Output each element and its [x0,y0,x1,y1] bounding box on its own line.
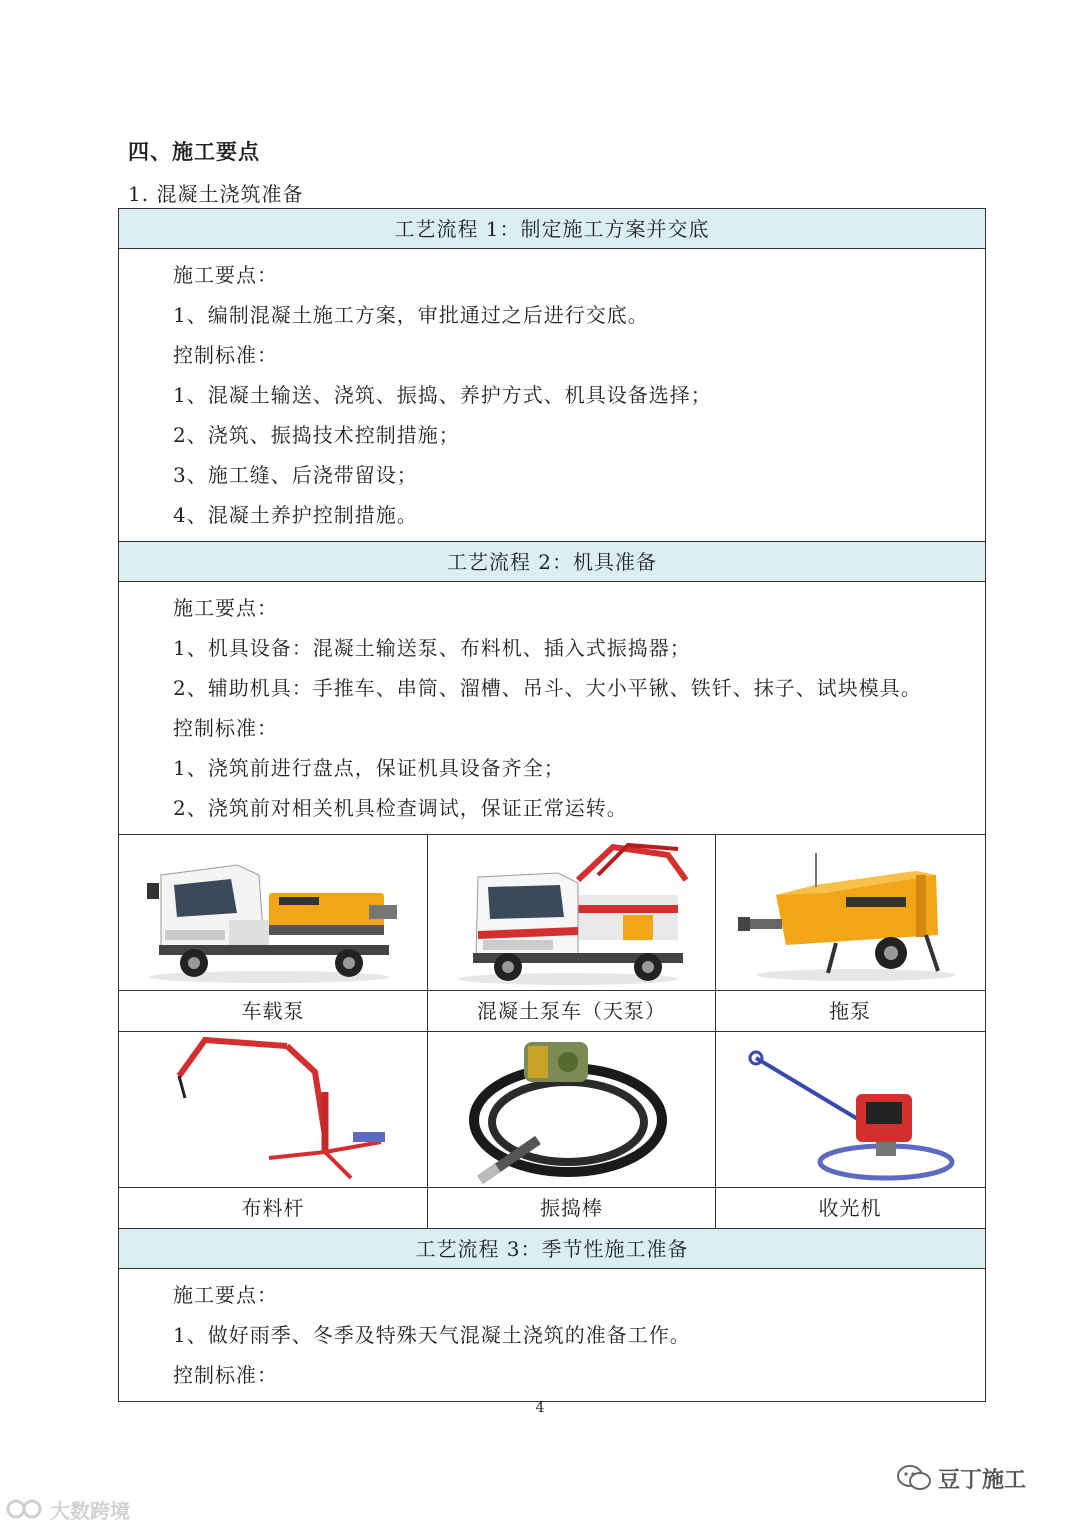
process-line: 施工要点： [173,263,278,287]
process-header: 工艺流程 1：制定施工方案并交底 [119,209,985,249]
process-line: 2、浇筑、振捣技术控制措施； [173,423,460,447]
equipment-caption-row [119,991,985,1032]
process-line: 控制标准： [173,343,278,367]
process-line: 2、辅助机具：手推车、串筒、溜槽、吊斗、大小平锹、铁钎、抹子、试块模具。 [173,676,922,700]
page-number: 4 [535,1400,545,1416]
equipment-image-row [119,1032,985,1188]
equipment-image-row [119,835,985,991]
process-line: 4、混凝土养护控制措施。 [173,503,418,527]
equipment-caption-row [119,1188,985,1229]
section-title: 四、施工要点 [128,139,260,164]
process-table [118,208,986,1402]
watermark-left [6,1494,130,1524]
process-line: 1、机具设备：混凝土输送泵、布料机、插入式振捣器； [173,636,691,660]
watermark-logo-icon [6,1497,46,1521]
truck-mounted-pump-icon [119,835,428,990]
process-line: 1、浇筑前进行盘点，保证机具设备齐全； [173,756,565,780]
process-body [119,1269,985,1401]
equipment-caption: 拖泵 [829,999,871,1023]
process-body [119,582,985,835]
process-header: 工艺流程 2：机具准备 [119,542,985,582]
equipment-caption: 布料杆 [119,1188,428,1228]
process-line: 2、浇筑前对相关机具检查调试，保证正常运转。 [173,796,628,820]
process-line: 1、混凝土输送、浇筑、振捣、养护方式、机具设备选择； [173,383,712,407]
process-line: 控制标准： [173,1363,278,1387]
poker-vibrator-icon [428,1032,716,1187]
equipment-caption: 车载泵 [119,991,428,1031]
watermark-right [896,1460,1026,1496]
process-line: 1、编制混凝土施工方案，审批通过之后进行交底。 [173,303,649,327]
watermark-right-text: 豆丁施工 [938,1467,1027,1493]
process-header: 工艺流程 3：季节性施工准备 [119,1229,985,1269]
equipment-caption: 混凝土泵车（天泵） [428,991,716,1031]
trailer-pump-icon [716,835,984,990]
subsection-title: 1. 混凝土浇筑准备 [128,182,304,206]
equipment-caption: 振捣棒 [428,1188,716,1228]
power-trowel-icon [716,1032,984,1187]
wechat-icon [896,1463,932,1493]
process-line: 1、做好雨季、冬季及特殊天气混凝土浇筑的准备工作。 [173,1323,691,1347]
equipment-caption: 收光机 [818,1196,882,1220]
process-line: 施工要点： [173,596,278,620]
placing-boom-icon [119,1032,428,1187]
watermark-left-text: 大数跨境 [50,1498,130,1523]
process-line: 3、施工缝、后浇带留设； [173,463,418,487]
concrete-boom-pump-truck-icon [428,835,716,990]
process-line: 控制标准： [173,716,278,740]
process-line: 施工要点： [173,1283,278,1307]
process-body [119,249,985,542]
